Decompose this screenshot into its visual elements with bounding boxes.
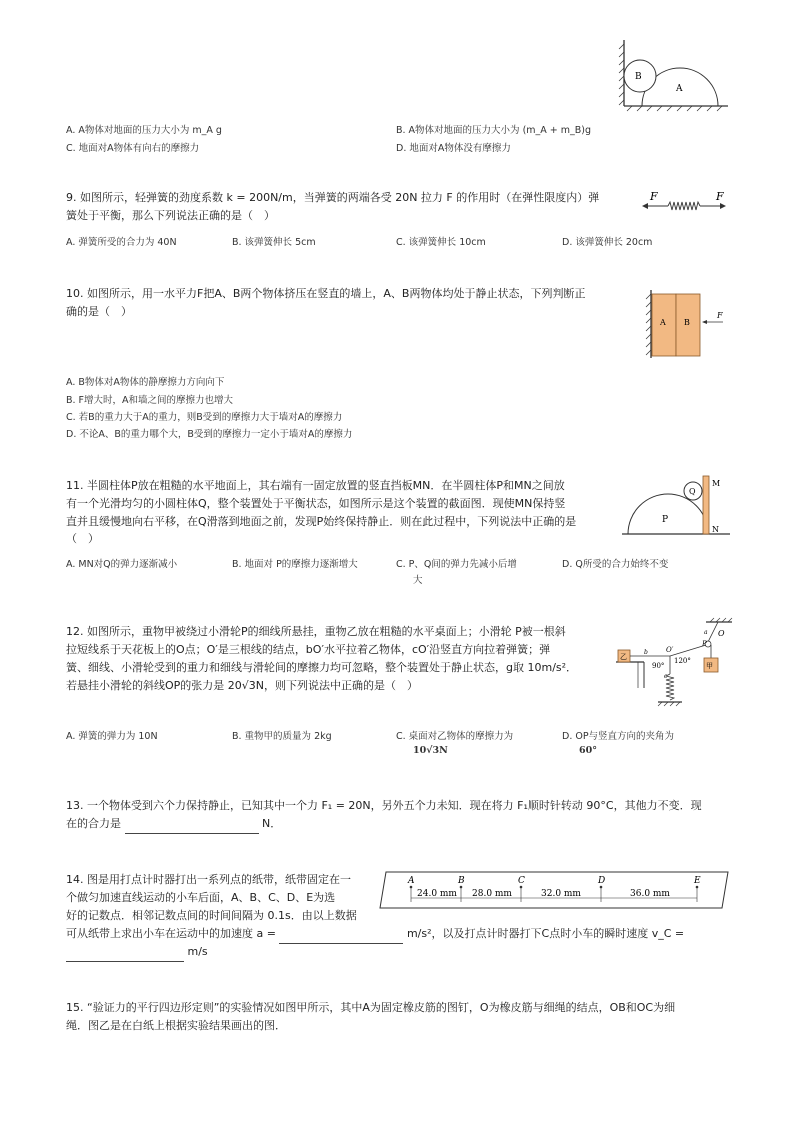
- q8-label-a: A: [676, 84, 683, 94]
- tape-point-a: A: [408, 876, 415, 886]
- q14-prefix: 可从纸带上求出小车在运动中的加速度 a =: [66, 927, 276, 940]
- tape-point-c: C: [518, 876, 525, 886]
- q14-tape-figure: [378, 868, 730, 912]
- q12-option-c-continued: 10√3N: [413, 745, 448, 756]
- q10-label-b: B: [684, 318, 690, 327]
- q9-spring-figure: [640, 190, 730, 216]
- q15-text-line2: 绳．图乙是在白纸上根据实验结果画出的图．: [66, 1019, 286, 1032]
- q11-label-m: M: [712, 479, 721, 488]
- q12-label-p: P: [702, 640, 707, 648]
- q11-text-line3: 直并且缓慢地向右平移，在Q滑落到地面之前，发现P始终保持静止．则在此过程中，下列说法中正确的是: [66, 515, 577, 528]
- q12-option-b[interactable]: B. 重物甲的质量为 2kg: [232, 731, 332, 742]
- q8-label-b: B: [635, 72, 642, 82]
- q8-figure: [618, 38, 730, 112]
- q11-label-q: Q: [689, 487, 696, 496]
- q12-label-a: a: [704, 629, 708, 636]
- q9-option-c[interactable]: C. 该弹簧伸长 10cm: [396, 237, 486, 248]
- tape-point-d: D: [598, 876, 606, 886]
- q11-text-line2: 有一个光滑均匀的小圆柱体Q，整个装置处于平衡状态，如图所示是这个装置的截面图．现使MN保持竖: [66, 497, 566, 510]
- q9-option-b[interactable]: B. 该弹簧伸长 5cm: [232, 237, 316, 248]
- q8-option-a[interactable]: A. A物体对地面的压力大小为 m_A g: [66, 125, 222, 136]
- q8-option-c[interactable]: C. 地面对A物体有向右的摩擦力: [66, 143, 200, 154]
- q14-acceleration-blank[interactable]: [279, 929, 403, 944]
- q8-option-b[interactable]: B. A物体对地面的压力大小为 (m_A + m_B)g: [396, 125, 592, 136]
- q11-option-b[interactable]: B. 地面对 P的摩擦力逐渐增大: [232, 559, 358, 570]
- q11-figure: [620, 474, 732, 538]
- q12-label-o: O: [718, 629, 725, 638]
- q13-answer-blank[interactable]: [125, 819, 259, 834]
- q12-text-line3: 簧、细线、小滑轮受到的重力和细线与滑轮间的摩擦力均可忽略，整个装置处于静止状态，g取 10m/s²．: [66, 661, 578, 674]
- tape-point-b: B: [458, 876, 465, 886]
- q12-text-line1: 12. 如图所示，重物甲被绕过小滑轮P的细线所悬挂，重物乙放在粗糙的水平桌面上；小滑轮 P被一根斜: [66, 625, 566, 638]
- q10-option-b[interactable]: B. F增大时，A和墙之间的摩擦力也增大: [66, 395, 234, 406]
- q10-text-line1: 10. 如图所示，用一水平力F把A、B两个物体挤压在竖直的墙上，A、B两物体均处于静止状态，下列判断正: [66, 287, 586, 300]
- q9-label-f-right: F: [716, 190, 724, 203]
- q11-label-n: N: [712, 525, 719, 534]
- q12-angle-120: 120°: [674, 657, 691, 665]
- q14-velocity-blank[interactable]: [66, 947, 184, 962]
- q14-middle: m/s²，以及打点计时器打下C点时小车的瞬时速度 v_C =: [406, 927, 685, 940]
- q14-text-line2: 个做匀加速直线运动的小车后面，A、B、C、D、E为选: [66, 891, 336, 904]
- q13-suffix: N．: [262, 817, 282, 830]
- q12-label-yi: 乙: [620, 653, 627, 661]
- tape-segment-ab: 24.0 mm: [417, 889, 457, 899]
- q10-figure: [645, 288, 731, 360]
- q12-angle-90: 90°: [652, 662, 665, 670]
- tape-segment-de: 36.0 mm: [630, 889, 670, 899]
- q12-text-line2: 拉短线系于天花板上的O点；O′是三根线的结点，bO′水平拉着乙物体，cO′沿竖直方向拉着弹簧；弹: [66, 643, 551, 656]
- q9-option-d[interactable]: D. 该弹簧伸长 20cm: [562, 237, 653, 248]
- q10-option-d[interactable]: D. 不论A、B的重力哪个大，B受到的摩擦力一定小于墙对A的摩擦力: [66, 429, 353, 440]
- q10-label-f: F: [717, 311, 723, 320]
- q8-option-d[interactable]: D. 地面对A物体没有摩擦力: [396, 143, 511, 154]
- q11-option-a[interactable]: A. MN对Q的弹力逐渐减小: [66, 559, 178, 570]
- q10-label-a: A: [660, 318, 666, 327]
- q13-text-line2: [66, 814, 281, 834]
- q11-label-p: P: [662, 515, 669, 525]
- q10-option-a[interactable]: A. B物体对A物体的静摩擦力方向向下: [66, 377, 225, 388]
- q11-option-c-continued: 大: [413, 575, 423, 586]
- q14-text-line3: 好的记数点．相邻记数点间的时间间隔为 0.1s．由以上数据: [66, 909, 357, 922]
- q10-text-line2: 确的是（ ）: [66, 305, 132, 318]
- q12-option-d-continued: 60°: [579, 745, 597, 756]
- q9-text-line1: 9. 如图所示，轻弹簧的劲度系数 k = 200N/m，当弹簧的两端各受 20N 拉力 F 的作用时（在弹性限度内）弹: [66, 191, 600, 204]
- q12-option-a[interactable]: A. 弹簧的弹力为 10N: [66, 731, 158, 742]
- q11-option-d[interactable]: D. Q所受的合力始终不变: [562, 559, 669, 570]
- q9-label-f-left: F: [650, 190, 658, 203]
- q13-prefix: 在的合力是: [66, 817, 121, 830]
- tape-segment-cd: 32.0 mm: [541, 889, 581, 899]
- tape-segment-bc: 28.0 mm: [472, 889, 512, 899]
- q10-option-c[interactable]: C. 若B的重力大于A的重力，则B受到的摩擦力大于墙对A的摩擦力: [66, 412, 343, 423]
- q12-label-c: c: [664, 673, 668, 680]
- q12-option-d[interactable]: D. OP与竖直方向的夹角为: [562, 731, 675, 742]
- q11-option-c[interactable]: C. P、Q间的弹力先减小后增: [396, 559, 517, 570]
- q11-text-line1: 11. 半圆柱体P放在粗糙的水平地面上，其右端有一固定放置的竖直挡板MN．在半圆柱体P和MN之间放: [66, 479, 565, 492]
- q12-figure: [614, 616, 734, 716]
- q14-text-line1: 14. 图是用打点计时器打出一系列点的纸带，纸带固定在一: [66, 873, 351, 886]
- q12-text-line4: 若悬挂小滑轮的斜线OP的张力是 20√3N，则下列说法中正确的是（ ）: [66, 679, 419, 692]
- q9-text-line2: 簧处于平衡，那么下列说法正确的是（ ）: [66, 209, 275, 222]
- q12-label-o-prime: O′: [666, 646, 674, 654]
- q12-label-b: b: [644, 649, 648, 656]
- q11-text-line4: （ ）: [66, 532, 99, 545]
- q12-label-jia: 甲: [706, 662, 713, 670]
- q14-text-line4: [66, 924, 684, 944]
- q12-option-c[interactable]: C. 桌面对乙物体的摩擦力为: [396, 731, 514, 742]
- q13-text-line1: 13. 一个物体受到六个力保持静止，已知其中一个力 F₁ = 20N，另外五个力未知．现在将力 F₁顺时针转动 90°C，其他力不变．现: [66, 799, 702, 812]
- tape-point-e: E: [694, 876, 701, 886]
- q14-text-line5: [66, 942, 208, 962]
- q14-suffix: m/s: [187, 945, 208, 958]
- q15-text-line1: 15. “验证力的平行四边形定则”的实验情况如图甲所示，其中A为固定橡皮筋的图钉，O为橡皮筋与细绳的结点，OB和OC为细: [66, 1001, 676, 1014]
- q9-option-a[interactable]: A. 弹簧所受的合力为 40N: [66, 237, 177, 248]
